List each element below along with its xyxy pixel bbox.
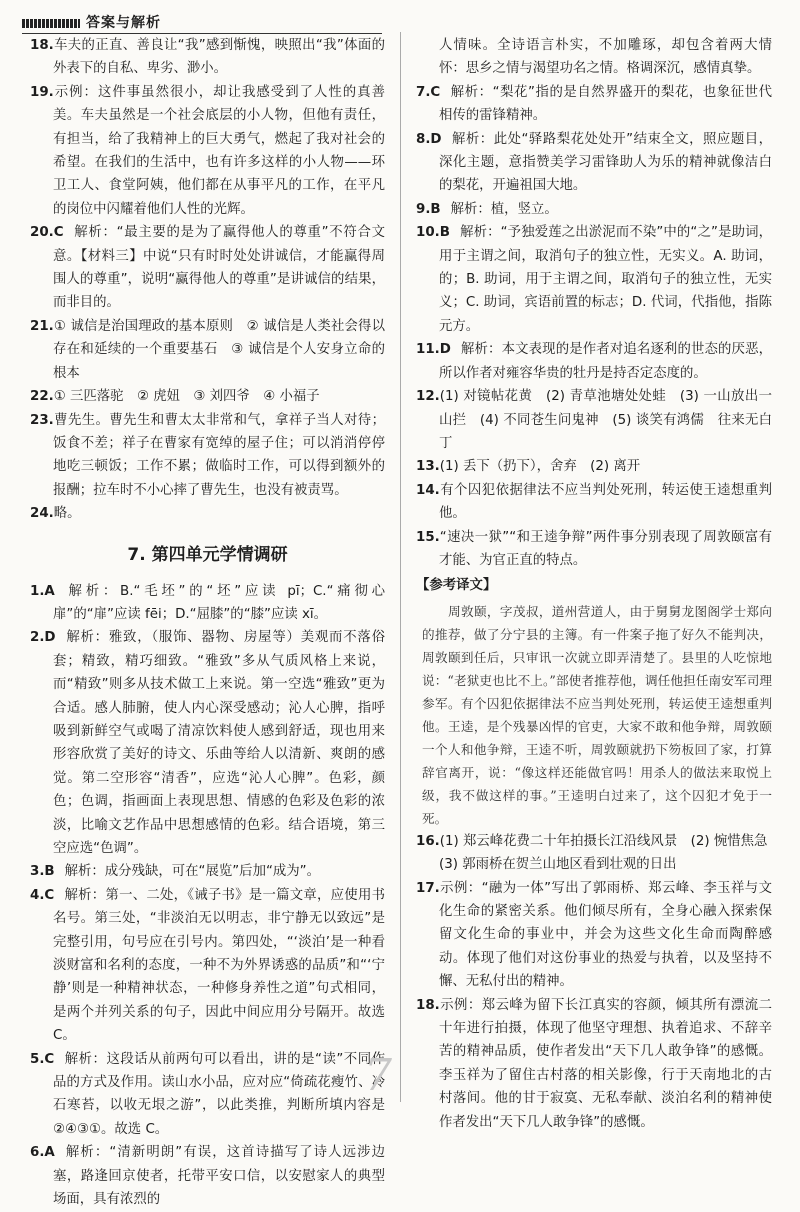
answer-item bbox=[416, 994, 772, 1134]
question-number: 5. bbox=[30, 1051, 45, 1067]
answer-item bbox=[416, 81, 772, 128]
answer-text: 解析：本文表现的是作者对追名逐利的世态的厌恶，所以作者对雍容华贵的牡丹是持否定态度的。 bbox=[439, 342, 772, 381]
answer-item bbox=[30, 860, 385, 883]
answer-item bbox=[30, 580, 385, 627]
question-number: 18. bbox=[416, 997, 440, 1013]
question-number: 18. bbox=[30, 38, 54, 53]
answer-item bbox=[30, 385, 385, 408]
question-number: 22. bbox=[30, 389, 54, 405]
answer-text: (3) 郭雨桥在贺兰山地区看到壮观的日出 bbox=[439, 857, 677, 873]
answer-item bbox=[30, 34, 385, 81]
answer-item bbox=[416, 128, 772, 198]
answer-choice: D bbox=[44, 630, 56, 646]
answer-choice: D bbox=[430, 131, 442, 147]
answer-choice: C bbox=[53, 225, 64, 241]
answer-item bbox=[30, 81, 385, 221]
right-column bbox=[416, 34, 772, 1134]
question-number: 15. bbox=[416, 529, 440, 545]
answer-text: ① 诚信是治国理政的基本原则 ② 诚信是人类社会得以存在和延续的一个重要基石 ③ 诚信是个人安身立命的根本 bbox=[53, 318, 385, 381]
answer-item bbox=[416, 198, 772, 221]
answer-text: 解析：雅致，（服饰、器物、房屋等）美观而不落俗套；精致，精巧细致。“雅致”多从气质风格上来说，而“精致”则多从技术做工上来说。第一空选“雅致”更为合适。感人肺腑，使人内心深受感动；沁人心脾，指呼吸到新鲜空气或喝了清凉饮料使人感到舒适，现也用来形容欣赏了美好的诗文、乐曲等给人以清新、爽朗的感觉。第二空形容“清香”，应选“沁人心脾”。色彩，颜色；色调，指画面上表现思想、情感的色彩及色彩的浓淡，比喻文艺作品中思想感情的色彩。结合语境，第三空应选“色调”。 bbox=[53, 630, 385, 856]
question-number: 23. bbox=[30, 412, 54, 428]
answer-text: 曹先生。曹先生和曹太太非常和气，拿祥子当人对待；饭食不差；祥子在曹家有宽绰的屋子住；可以消消停停地吃三顿饭；工作不累；做临时工作，可以得到额外的报酬；拉车时不小心摔了曹先生，也没有被责骂。 bbox=[53, 412, 385, 498]
answer-item bbox=[416, 853, 772, 876]
answer-text: (1) 丢下（扔下），舍弃 (2) 离开 bbox=[439, 459, 641, 475]
question-number: 9. bbox=[416, 201, 431, 217]
question-number: 10. bbox=[416, 225, 440, 241]
answer-text: (1) 对镜帖花黄 (2) 青草池塘处处蛙 (3) 一山放出一山拦 (4) 不同苍生问鬼神 (5) 谈笑有鸿儒 往来无白丁 bbox=[439, 389, 772, 451]
answer-text: 解析：“最主要的是为了赢得他人的尊重”不符合文意。【材料三】中说“只有时时处处讲诚信，才能赢得周围人的尊重”，说明“赢得他人的尊重”是讲诚信的结果，而非目的。 bbox=[53, 225, 385, 311]
answer-text: 解析：成分残缺，可在“展览”后加“成为”。 bbox=[64, 864, 321, 880]
question-number: 11. bbox=[416, 342, 440, 358]
answer-item bbox=[30, 626, 385, 860]
left-column bbox=[30, 34, 385, 1212]
answer-choice: B bbox=[439, 225, 450, 241]
question-number: 17. bbox=[416, 880, 440, 896]
answer-choice: A bbox=[44, 583, 55, 599]
page-header bbox=[22, 10, 382, 36]
answer-item bbox=[30, 502, 385, 525]
answer-choice: D bbox=[439, 342, 451, 358]
page-number: 7 bbox=[364, 1050, 392, 1101]
answer-choice: C bbox=[44, 887, 55, 903]
answer-text: 示例：“融为一体”写出了郭雨桥、郑云峰、李玉祥与文化生命的紧密关系。他们倾尽所有，全身心融入探索保留文化生命的事业中，并会为这些文化生命而陶醉感动。体现了他们对这份事业的热爱与执着，以及坚持不懈、无私付出的精神。 bbox=[439, 880, 772, 990]
answer-choice: C bbox=[430, 84, 441, 100]
header-decoration bbox=[22, 19, 80, 28]
continued-answer: 人情味。全诗语言朴实，不加雕琢，却包含着两大情怀：思乡之情与渴望功名之情。格调深沉，感情真挚。 bbox=[439, 38, 772, 77]
answer-text: (1) 郑云峰花费二十年拍摄长江沿线风景 (2) 惋惜焦急 bbox=[439, 833, 768, 849]
question-number: 20. bbox=[30, 225, 54, 241]
answer-item bbox=[416, 385, 772, 455]
question-number: 24. bbox=[30, 506, 54, 522]
question-number: 16. bbox=[416, 833, 440, 849]
reference-translation: 周敦颐，字茂叔，道州营道人，由于舅舅龙图阁学士郑向的推荐，做了分宁县的主簿。有一件案子拖了好久不能判决，周敦颐到任后，只审讯一次就立即弄清楚了。县里的人吃惊地说：“老狱吏也比不上。”部使者推荐他，调任他担任南安军司理参军。有个囚犯依据律法不应当判处死刑，转运使王逵想重判他。王逵，是个残暴凶悍的官吏，大家不敢和他争辩，周敦颐一个人和他争辩，王逵不听，周敦颐就扔下笏板回了家，打算辞官离开，说：“像这样还能做官吗！用杀人的做法来取悦上级，我不做这样的事。”王逵明白过来了，这个囚犯才免于一死。 bbox=[422, 603, 772, 826]
answer-choice: A bbox=[44, 1145, 55, 1161]
answer-text: 解析：“予独爱莲之出淤泥而不染”中的“之”是助词，用于主谓之间，取消句子的独立性，无实义。A. 助词，的；B. 助词，用于主谓之间，取消句子的独立性，无实义；C. 助词，宾语前置的标志；D. 代词，代指他，指陈元方。 bbox=[439, 225, 772, 334]
answer-list-right-top bbox=[416, 81, 772, 573]
question-number: 13. bbox=[416, 459, 440, 475]
answer-text: 解析：B.“毛坯”的“坯”应读 pī；C.“痛彻心扉”的“扉”应读 fēi；D.“屈膝”的“膝”应读 xī。 bbox=[53, 583, 385, 622]
answer-text: 解析：植，竖立。 bbox=[450, 201, 558, 217]
header-title: 答案与解析 bbox=[86, 15, 161, 31]
reference-translation-title: 【参考译文】 bbox=[416, 578, 497, 594]
answer-text: 车夫的正直、善良让“我”感到惭愧，映照出“我”体面的外表下的自私、卑劣、渺小。 bbox=[53, 38, 385, 77]
answer-text: 解析：第一、二处，《诫子书》是一篇文章，应使用书名号。第三处，“非淡泊无以明志，非宁静无以致远”是完整引用，句号应在引号内。第四处，“‘淡泊’是一种看淡财富和名利的态度，一种不为外界诱惑的品质”和“‘宁静’则是一种精神状态，一种修身养性之道”句式相同，是两个并列关系的句子，因此中间应用分号隔开。故选 C。 bbox=[53, 887, 385, 1044]
question-number: 1. bbox=[30, 583, 45, 599]
answer-list-right-bottom bbox=[416, 830, 772, 1134]
answer-item bbox=[416, 479, 772, 526]
answer-text: 略。 bbox=[53, 506, 81, 522]
question-number: 12. bbox=[416, 389, 440, 405]
answer-text: 示例：这件事虽然很小，却让我感受到了人性的真善美。车夫虽然是一个社会底层的小人物，但他有责任，有担当，给了我精神上的巨大勇气，燃起了我对社会的希望。在我们的生活中，也有许多这样的小人物——环卫工人、食堂阿姨，他们都在从事平凡的工作，在平凡的岗位中闪耀着他们人性的光辉。 bbox=[53, 84, 385, 217]
answer-choice: C bbox=[44, 1051, 55, 1067]
answer-item bbox=[416, 830, 772, 853]
section-title: 7. 第四单元学情调研 bbox=[127, 544, 288, 565]
answer-item bbox=[30, 884, 385, 1048]
question-number: 6. bbox=[30, 1145, 45, 1161]
answer-text: 解析：此处“驿路梨花处处开”结束全文，照应题目，深化主题，意指赞美学习雷锋助人为乐的精神就像洁白的梨花，开遍祖国大地。 bbox=[439, 131, 772, 194]
column-divider bbox=[400, 32, 401, 1102]
question-number: 14. bbox=[416, 482, 440, 498]
answer-text: 解析：“梨花”指的是自然界盛开的梨花，也象征世代相传的雷锋精神。 bbox=[439, 84, 772, 124]
answer-item bbox=[30, 409, 385, 503]
question-number: 3. bbox=[30, 864, 45, 880]
answer-list-left-bottom bbox=[30, 580, 385, 1212]
answer-choice: B bbox=[44, 864, 55, 880]
answer-item bbox=[416, 338, 772, 385]
answer-item bbox=[30, 315, 385, 385]
question-number: 4. bbox=[30, 887, 45, 903]
answer-choice: B bbox=[430, 201, 441, 217]
question-number: 7. bbox=[416, 84, 431, 100]
answer-text: 解析：“清新明朗”有误，这首诗描写了诗人远涉边塞，路逢回京使者，托带平安口信，以安慰家人的典型场面，具有浓烈的 bbox=[53, 1145, 385, 1208]
question-number: 21. bbox=[30, 318, 54, 334]
answer-item bbox=[30, 1048, 385, 1142]
answer-item bbox=[416, 455, 772, 478]
question-number: 2. bbox=[30, 630, 45, 646]
answer-text: 示例：郑云峰为留下长江真实的容颜，倾其所有漂流二十年进行拍摄，体现了他坚守理想、执着追求、不辞辛苦的精神品质，使作者发出“天下几人敢争锋”的感慨。李玉祥为了留住古村落的相关影像，行于天南地北的古村落间。他的甘于寂寞、无私奉献、淡泊名利的精神使作者发出“天下几人敢争锋”的感慨。 bbox=[439, 997, 772, 1130]
answer-text: 有个囚犯依据律法不应当判处死刑，转运使王逵想重判他。 bbox=[439, 482, 772, 522]
answer-text: 解析：这段话从前两句可以看出，讲的是“读”不同作品的方式及作用。读山水小品，应对应“倚疏花瘦竹、冷石寒苔，以收无垠之游”，以此类推，判断所填内容是 ②④③①。故选 C。 bbox=[53, 1051, 385, 1137]
answer-text: ① 三匹落驼 ② 虎妞 ③ 刘四爷 ④ 小福子 bbox=[53, 389, 320, 405]
answer-item bbox=[30, 1141, 385, 1211]
answer-text: “速决一狱”“和王逵争辩”两件事分别表现了周敦颐富有才能、为官正直的特点。 bbox=[439, 529, 772, 568]
question-number: 19. bbox=[30, 84, 54, 100]
question-number: 8. bbox=[416, 131, 431, 147]
answer-item bbox=[416, 877, 772, 994]
answer-list-left-top bbox=[30, 34, 385, 526]
answer-item bbox=[416, 526, 772, 573]
answer-item bbox=[416, 221, 772, 338]
answer-item bbox=[30, 221, 385, 315]
